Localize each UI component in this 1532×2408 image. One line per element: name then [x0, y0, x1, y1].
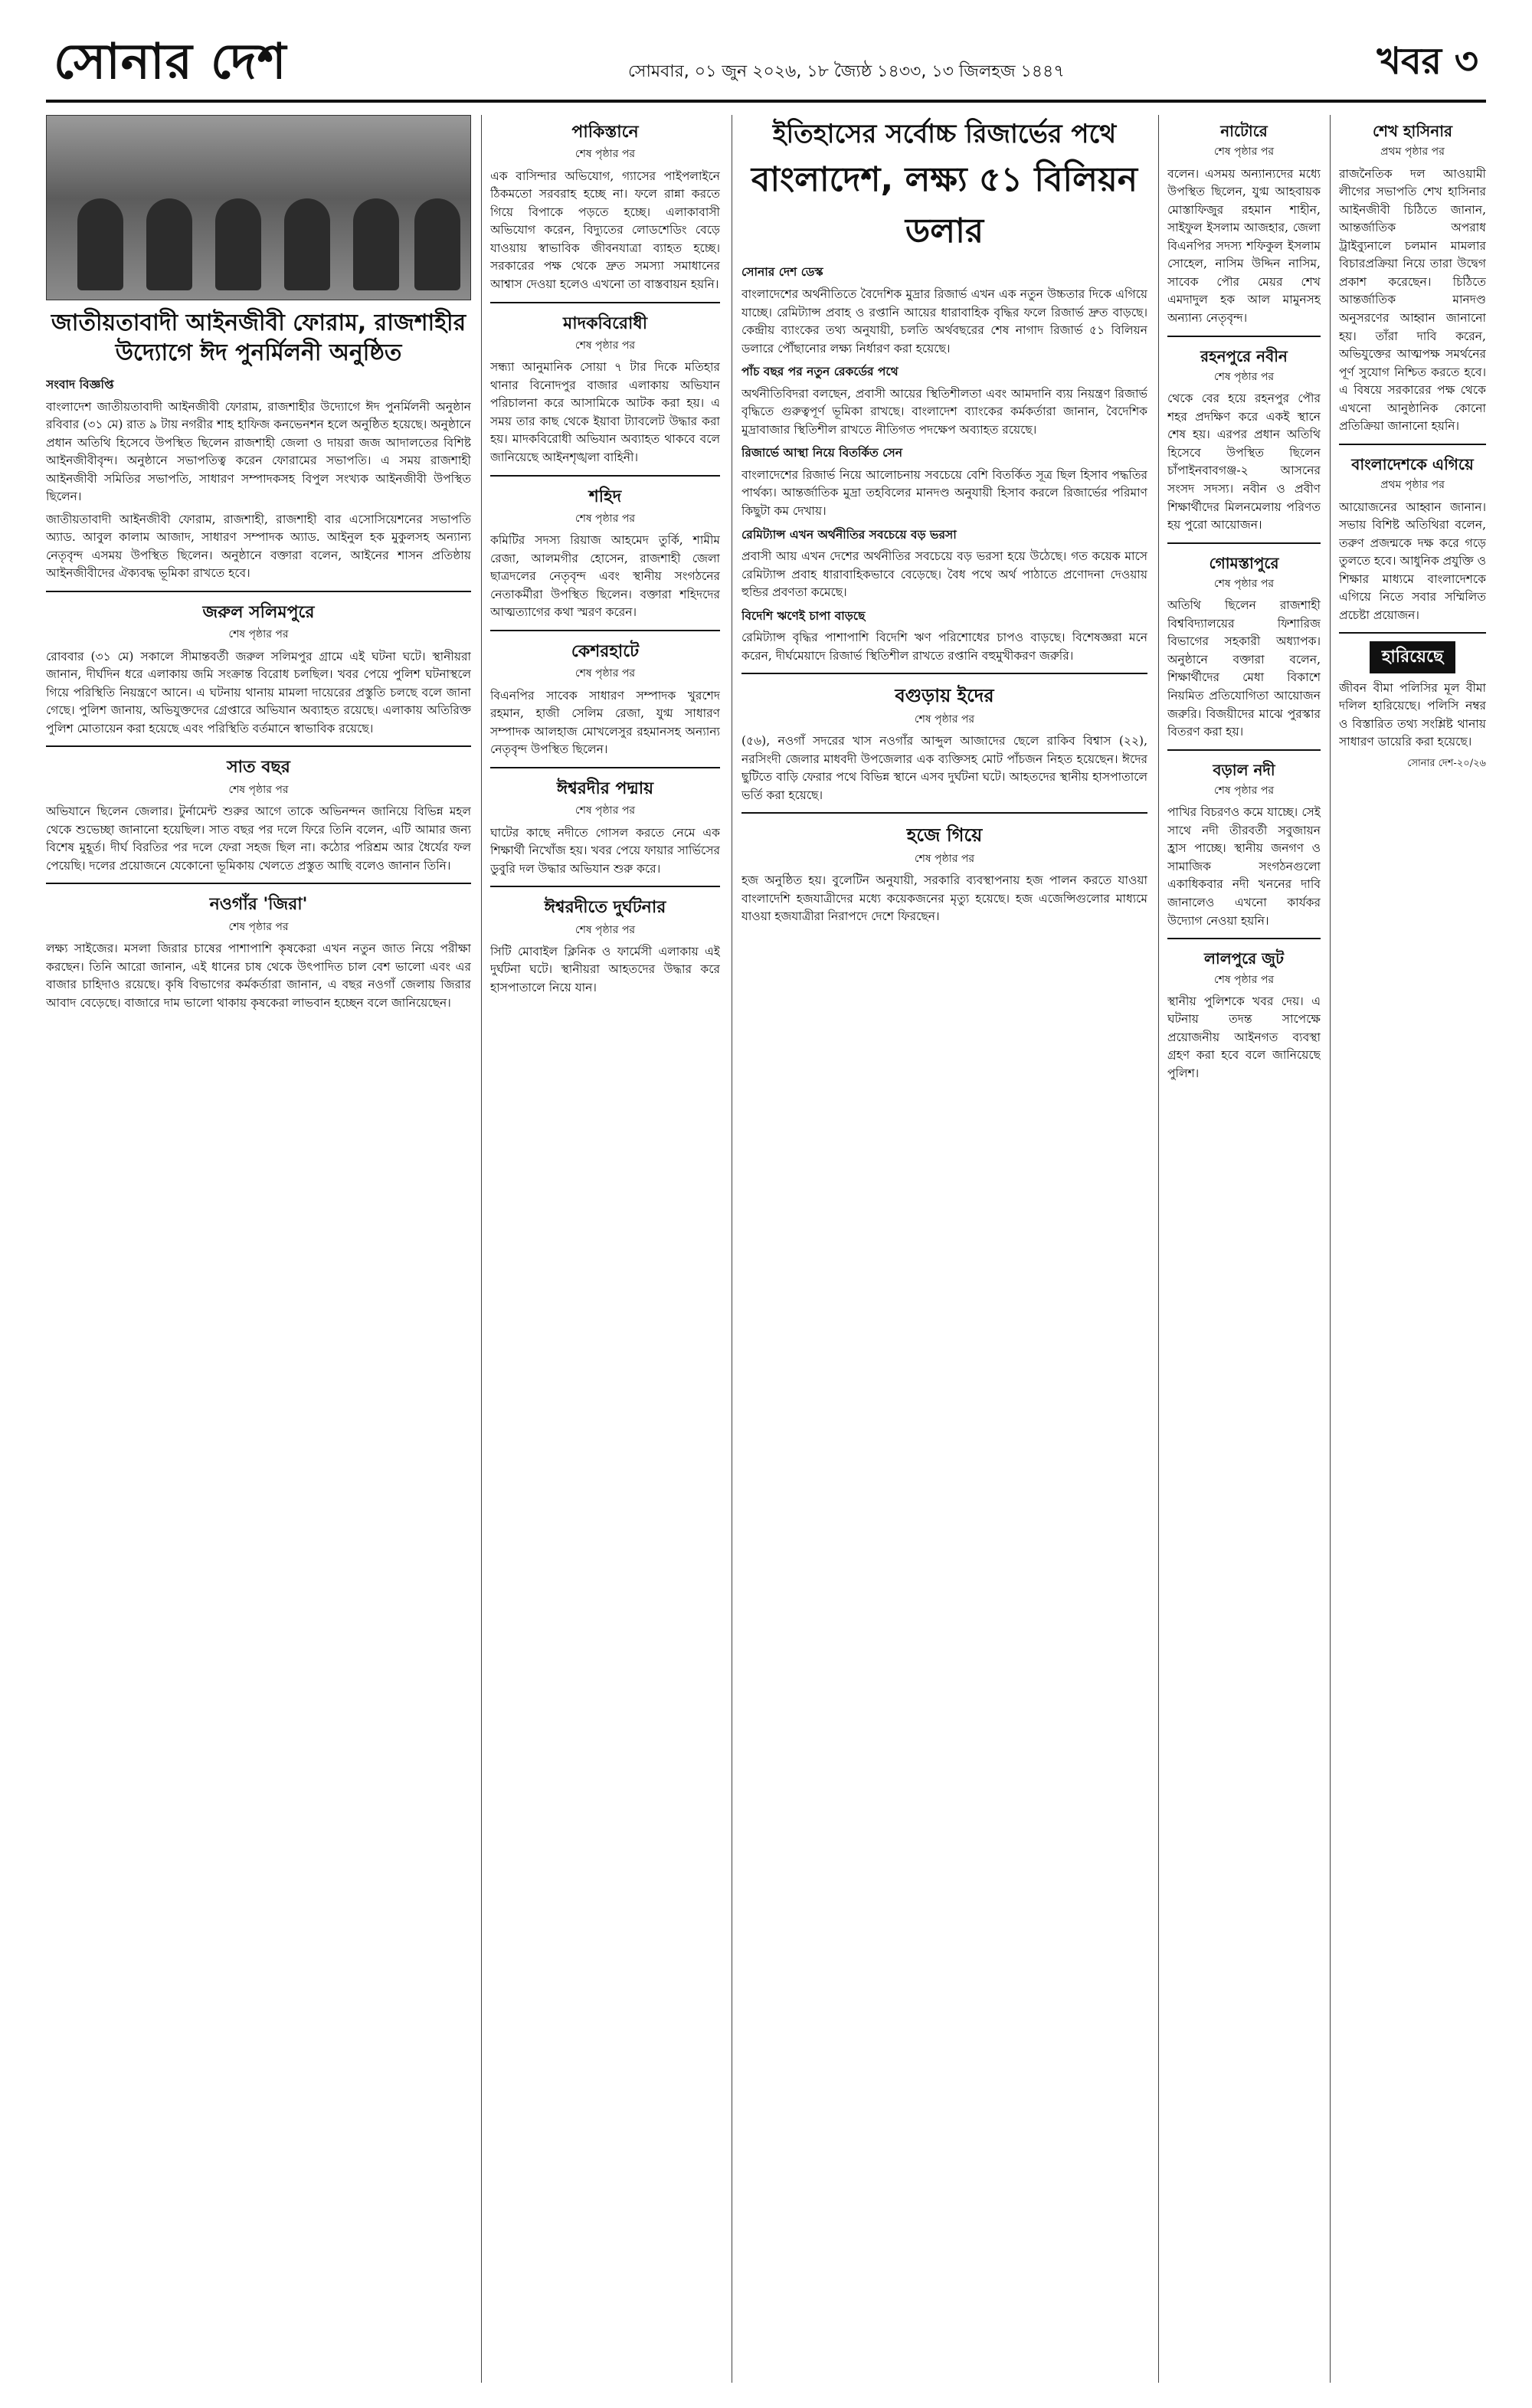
story-headline: রহনপুরে নবীন	[1200, 346, 1288, 365]
continuation-note: শেষ পৃষ্ঠার পর	[1213, 785, 1275, 798]
article-body: বাংলাদেশের অর্থনীতিতে বৈদেশিক মুদ্রার রিজার্ভ এখন এক নতুন উচ্চতার দিকে এগিয়ে যাচ্ছে। রেমিট্যান্স প্রবাহ ও রপ্তানি আয়ের ধারাবাহিক বৃদ্ধির ফলে রিজার্ভ দ্রুত বাড়ছে। কেন্দ্রীয় ব্যাংকের তথ্য অনুযায়ী, চলতি অর্থবছরের শেষ নাগাদ রিজার্ভ ৫১ বিলিয়ন ডলারে পৌঁছানোর লক্ষ্য নির্ধারণ করা হয়েছে।	[741, 287, 1147, 355]
column-4	[1167, 115, 1321, 2383]
story-headline: শেখ হাসিনার	[1372, 122, 1453, 140]
story-headline: বড়াল নদী	[1213, 760, 1275, 779]
masthead	[46, 23, 1486, 103]
continuation-note: শেষ পৃষ্ঠার পর	[228, 783, 289, 796]
article-body: ঘাটের কাছে নদীতে গোসল করতে নেমে এক শিক্ষার্থী নিখোঁজ হয়। খবর পেয়ে ফায়ার সার্ভিসের ডুবুরি দল উদ্ধার অভিযান শুরু করে।	[490, 825, 720, 876]
story-headline: গোমস্তাপুরে	[1209, 553, 1279, 572]
continuation-note: শেষ পৃষ্ঠার পর	[574, 667, 636, 680]
continuation-note: শেষ পৃষ্ঠার পর	[914, 852, 975, 865]
headline-top: ইতিহাসের সর্বোচ্চ রিজার্ভের পথে	[772, 119, 1117, 149]
article-body: কমিটির সদস্য রিয়াজ আহমেদ তুর্কি, শামীম রেজা, আলমগীর হোসেন, রাজশাহী জেলা ছাত্রদলের নেতৃবৃন্দ এবং স্থানীয় সংগঠনের নেতাকর্মীরা উপস্থিত ছিলেন। বক্তারা শহিদদের আত্মত্যাগের কথা স্মরণ করেন।	[490, 533, 720, 620]
article-body: আয়োজনের আহ্বান জানান। সভায় বিশিষ্ট অতিথিরা বলেন, তরুণ প্রজন্মকে দক্ষ করে গড়ে তুলতে হবে। আধুনিক প্রযুক্তি ও শিক্ষার মাধ্যমে বাংলাদেশকে এগিয়ে নিতে সবার সম্মিলিত প্রচেষ্টা প্রয়োজন।	[1339, 500, 1486, 622]
column-1	[46, 115, 471, 2383]
story-headline: লালপুরে জুট	[1204, 949, 1284, 968]
continuation-note: শেষ পৃষ্ঠার পর	[574, 923, 636, 936]
section-subhead: রিজার্ভে আস্থা নিয়ে বিতর্কিত সেন	[741, 445, 902, 460]
continuation-note: শেষ পৃষ্ঠার পর	[1213, 146, 1275, 159]
continuation-note: শেষ পৃষ্ঠার পর	[228, 920, 289, 933]
column-3	[741, 115, 1147, 2383]
continuation-note: শেষ পৃষ্ঠার পর	[574, 804, 636, 817]
article-body: অভিযানে ছিলেন জেলার। টুর্নামেন্ট শুরুর আগে তাকে অভিনন্দন জানিয়ে বিভিন্ন মহল থেকে শুভেচ্ছা জানানো হয়েছিল। সাত বছর পর দলে ফিরে তিনি বলেন, এটি আমার জন্য বিশেষ মুহূর্ত। দীর্ঘ বিরতির পর দলে ফেরা সহজ ছিল না। কঠোর পরিশ্রম আর ধৈর্যের ফল পেয়েছি। দলের প্রয়োজনে যেকোনো ভূমিকায় খেলতে প্রস্তুত আছি বলেও জানান তিনি।	[46, 804, 471, 873]
story-headline: হজে গিয়ে	[906, 824, 983, 847]
story-headline: সাত বছর	[227, 758, 290, 778]
column-2	[490, 115, 720, 2383]
continuation-note: শেষ পৃষ্ঠার পর	[574, 339, 636, 352]
lost-notice-heading: হারিয়েছে	[1370, 641, 1455, 673]
article-body: রেমিট্যান্স বৃদ্ধির পাশাপাশি বিদেশি ঋণ পরিশোধের চাপও বাড়ছে। বিশেষজ্ঞরা মনে করেন, দীর্ঘমেয়াদে রিজার্ভ স্থিতিশীল রাখতে রপ্তানি বহুমুখীকরণ জরুরি।	[741, 631, 1147, 663]
article-body: রাজনৈতিক দল আওয়ামী লীগের সভাপতি শেখ হাসিনার আইনজীবী চিঠিতে জানান, আন্তর্জাতিক অপরাধ ট্রাইব্যুনালে চলমান মামলার বিচারপ্রক্রিয়া নিয়ে তারা উদ্বেগ প্রকাশ করেছেন। চিঠিতে আন্তর্জাতিক মানদণ্ড অনুসরণের আহ্বান জানানো হয়। তাঁরা দাবি করেন, অভিযুক্তের আত্মপক্ষ সমর্থনের পূর্ণ সুযোগ নিশ্চিত করতে হবে। এ বিষয়ে সরকারের পক্ষ থেকে এখনো আনুষ্ঠানিক কোনো প্রতিক্রিয়া জানানো হয়নি।	[1339, 166, 1486, 434]
article-body: সন্ধ্যা আনুমানিক সোয়া ৭ টার দিকে মতিহার থানার বিনোদপুর বাজার এলাকায় অভিযান পরিচালনা করে আসামিকে আটক করা হয়। এ সময় তার কাছ থেকে ইয়াবা ট্যাবলেট উদ্ধার করা হয়। মাদকবিরোধী অভিযান অব্যাহত থাকবে বলে জানিয়েছে আইনশৃঙ্খলা বাহিনী।	[490, 360, 720, 464]
article-body: বাংলাদেশ জাতীয়তাবাদী আইনজীবী ফোরাম, রাজশাহীর উদ্যোগে ঈদ পুনর্মিলনী অনুষ্ঠান রবিবার (৩১ মে) রাত ৯ টায় নগরীর শাহ হাফিজ কনভেনশন হলে অনুষ্ঠিত হয়েছে। অনুষ্ঠানে প্রধান অতিথি হিসেবে উপস্থিত ছিলেন রাজশাহী জেলা ও দায়রা জজ আদালতের বিশিষ্ট আইনজীবীবৃন্দ। অনুষ্ঠানে সভাপতিত্ব করেন ফোরামের সভাপতি। এ সময় রাজশাহী আইনজীবী সমিতির সভাপতি, সাধারণ সম্পাদকসহ বিপুল সংখ্যক আইনজীবী উপস্থিত ছিলেন।	[46, 399, 471, 504]
story-headline: কেশরহাটে	[571, 641, 640, 661]
continuation-note: শেষ পৃষ্ঠার পর	[228, 628, 289, 641]
article-body: বলেন। এসময় অন্যান্যদের মধ্যে উপস্থিত ছিলেন, যুগ্ম আহবায়ক মোস্তাফিজুর রহমান শাহীন, সাইফুল ইসলাম আজহার, জেলা বিএনপির সদস্য শফিকুল ইসলাম সোহেল, নাসিম উদ্দিন নাসিম, সাবেক পৌর মেয়র শেখ এমদাদুল হক আল মামুনসহ অন্যান্য নেতৃবৃন্দ।	[1167, 166, 1321, 326]
article-body: হজ অনুষ্ঠিত হয়। বুলেটিন অনুযায়ী, সরকারি ব্যবস্থাপনায় হজ পালন করতে যাওয়া বাংলাদেশি হজযাত্রীদের মধ্যে কয়েকজনের মৃত্যু হয়েছে। হজ এজেন্সিগুলোর মাধ্যমে যাওয়া হজযাত্রীরা নিরাপদে দেশে ফিরছেন।	[741, 873, 1147, 924]
article-body: প্রবাসী আয় এখন দেশের অর্থনীতির সবচেয়ে বড় ভরসা হয়ে উঠেছে। গত কয়েক মাসে রেমিট্যান্স প্রবাহ ধারাবাহিকভাবে বেড়েছে। বৈধ পথে অর্থ পাঠাতে প্রণোদনা দেওয়ায় হুন্ডির প্রবণতা কমেছে।	[741, 549, 1147, 600]
story-headline: পাকিস্তানে	[571, 123, 639, 142]
continuation-note: শেষ পৃষ্ঠার পর	[574, 512, 636, 525]
continuation-note: শেষ পৃষ্ঠার পর	[1213, 973, 1275, 986]
continuation-note: শেষ পৃষ্ঠার পর	[914, 713, 975, 726]
continuation-note: শেষ পৃষ্ঠার পর	[574, 148, 636, 161]
story-headline: মাদকবিরোধী	[562, 313, 648, 333]
section-subhead: পাঁচ বছর পর নতুন রেকর্ডের পথে	[741, 364, 899, 379]
article-body: বাংলাদেশের রিজার্ভ নিয়ে আলোচনায় সবচেয়ে বেশি বিতর্কিত সূত্র ছিল হিসাব পদ্ধতির পার্থক্য। আন্তর্জাতিক মুদ্রা তহবিলের মানদণ্ড অনুযায়ী হিসাব করলে রিজার্ভের পরিমাণ কিছুটা কম দেখায়।	[741, 467, 1147, 518]
newspaper-logo: সোনার দেশ	[54, 33, 287, 90]
story-headline: নাটোরে	[1220, 122, 1268, 140]
headline-main: বাংলাদেশ, লক্ষ্য ৫১ বিলিয়ন ডলার	[751, 159, 1138, 251]
column-5	[1339, 115, 1486, 2383]
story-headline: বগুড়ায় ইদের	[895, 685, 994, 707]
article-body: রোববার (৩১ মে) সকালে সীমান্তবর্তী জরুল সলিমপুর গ্রামে এই ঘটনা ঘটে। স্থানীয়রা জানান, দীর্ঘদিন ধরে এলাকায় জমি সংক্রান্ত বিরোধ চলছিল। খবর পেয়ে পুলিশ ঘটনাস্থলে গিয়ে পরিস্থিতি নিয়ন্ত্রণে আনে। এ ঘটনায় থানায় মামলা দায়েরের প্রস্তুতি চলছে বলে জানা গেছে। পুলিশ জানায়, অভিযুক্তদের গ্রেপ্তারে অভিযান অব্যাহত রয়েছে। এলাকায় অতিরিক্ত পুলিশ মোতায়েন করা হয়েছে এবং পরিস্থিতি বর্তমানে স্বাভাবিক রয়েছে।	[46, 649, 471, 736]
article-body: জাতীয়তাবাদী আইনজীবী ফোরাম, রাজশাহী, রাজশাহী বার এসোসিয়েশনের সভাপতি অ্যাড. আবুল কালাম আজাদ, সাধারণ সম্পাদক অ্যাড. আইনুল হক মুকুলসহ অন্যান্য নেতৃবৃন্দ এসময় উপস্থিত ছিলেন। অনুষ্ঠানে বক্তারা বলেন, আইনের শাসন প্রতিষ্ঠায় আইনজীবীদের ঐক্যবদ্ধ ভূমিকা রাখতে হবে।	[46, 512, 471, 581]
article-body: (৫৬), নওগাঁ সদরের খাস নওগাঁর আব্দুল আজাদের ছেলে রাকিব বিশ্বাস (২২), নরসিংদী জেলার মাধবদী উপজেলার এক ব্যক্তিসহ মোট পাঁচজন নিহত হয়েছেন। ঈদের ছুটিতে বাড়ি ফেরার পথে বিভিন্ন স্থানে এসব দুর্ঘটনা ঘটে। আহতদের স্থানীয় হাসপাতালে ভর্তি করা হয়েছে।	[741, 734, 1147, 802]
article-body: অতিথি ছিলেন রাজশাহী বিশ্ববিদ্যালয়ের ফিশারিজ বিভাগের সহকারী অধ্যাপক। অনুষ্ঠানে বক্তারা বলেন, শিক্ষার্থীদের মেধা বিকাশে নিয়মিত প্রতিযোগিতা আয়োজন জরুরি। বিজয়ীদের মাঝে পুরস্কার বিতরণ করা হয়।	[1167, 598, 1321, 739]
byline: সংবাদ বিজ্ঞপ্তি	[46, 377, 114, 392]
article-body: অর্থনীতিবিদরা বলছেন, প্রবাসী আয়ের স্থিতিশীলতা এবং আমদানি ব্যয় নিয়ন্ত্রণ রিজার্ভ বৃদ্ধিতে গুরুত্বপূর্ণ ভূমিকা রাখছে। বাংলাদেশ ব্যাংকের কর্মকর্তারা জানান, বৈদেশিক মুদ্রাবাজার স্থিতিশীল রাখতে নীতিগত পদক্ষেপ অব্যাহত রয়েছে।	[741, 386, 1147, 437]
event-photo	[46, 115, 471, 300]
article-body: সিটি মোবাইল ক্লিনিক ও ফার্মেসী এলাকায় এই দুর্ঘটনা ঘটে। স্থানীয়রা আহতদের উদ্ধার করে হাসপাতালে নিয়ে যান।	[490, 944, 720, 994]
story-headline: জরুল সলিমপুরে	[202, 603, 315, 623]
headline-forum: জাতীয়তাবাদী আইনজীবী ফোরাম, রাজশাহীর উদ্যোগে ঈদ পুনর্মিলনী অনুষ্ঠিত	[51, 310, 466, 366]
section-subhead: বিদেশি ঋণেই চাপা বাড়ছে	[741, 608, 866, 623]
continuation-note: শেষ পৃষ্ঠার পর	[1213, 370, 1275, 383]
dateline: সোমবার, ০১ জুন ২০২৬, ১৮ জ্যৈষ্ঠ ১৪৩৩, ১৩ জিলহজ ১৪৪৭	[628, 62, 1065, 81]
byline: সোনার দেশ ডেস্ক	[741, 264, 823, 280]
story-headline: নওগাঁর 'জিরা'	[209, 895, 308, 915]
story-headline: ঈশ্বরদীতে দুর্ঘটনার	[544, 898, 666, 918]
article-body: বিএনপির সাবেক সাধারণ সম্পাদক খুরশেদ রহমান, হাজী সেলিম রেজা, যুগ্ম সাধারণ সম্পাদক আলহাজ মোখলেসুর রহমানসহ অন্যান্য নেতৃবৃন্দ উপস্থিত ছিলেন।	[490, 688, 720, 757]
continuation-note: প্রথম পৃষ্ঠার পর	[1380, 146, 1445, 159]
story-headline: ঈশ্বরদীর পদ্মায়	[556, 778, 654, 798]
article-body: থেকে বের হয়ে রহনপুর পৌর শহর প্রদক্ষিণ করে একই স্থানে শেষ হয়। এরপর প্রধান অতিথি হিসেবে উপস্থিত ছিলেন চাঁপাইনবাবগঞ্জ-২ আসনের সংসদ সদস্য। নবীন ও প্রবীণ শিক্ষার্থীদের মিলনমেলায় পরিণত হয় পুরো আয়োজন।	[1167, 392, 1321, 532]
lost-notice-body: জীবন বীমা পলিসির মূল বীমা দলিল হারিয়েছে। পলিসি নম্বর ও বিস্তারিত তথ্য সংশ্লিষ্ট থানায় সাধারণ ডায়েরি করা হয়েছে।	[1339, 680, 1486, 749]
section-subhead: রেমিট্যান্স এখন অর্থনীতির সবচেয়ে বড় ভরসা	[741, 526, 957, 542]
article-body: স্থানীয় পুলিশকে খবর দেয়। এ ঘটনায় তদন্ত সাপেক্ষে প্রয়োজনীয় আইনগত ব্যবস্থা গ্রহণ করা হবে বলে জানিয়েছে পুলিশ।	[1167, 994, 1321, 1080]
continuation-note: প্রথম পৃষ্ঠার পর	[1380, 479, 1445, 492]
story-headline: বাংলাদেশকে এগিয়ে	[1351, 454, 1474, 473]
notice-reference: সোনার দেশ-২০/২৬	[1407, 757, 1486, 769]
article-body: পাখির বিচরণও কমে যাচ্ছে। সেই সাথে নদী তীরবর্তী সবুজায়ন হ্রাস পাচ্ছে। স্থানীয় জনগণ ও সামাজিক সংগঠনগুলো একাধিকবার নদী খননের দাবি জানালেও এখনো কার্যকর উদ্যোগ নেওয়া হয়নি।	[1167, 805, 1321, 928]
section-label: খবর ৩	[1377, 40, 1478, 83]
story-headline: শহিদ	[588, 487, 622, 506]
continuation-note: শেষ পৃষ্ঠার পর	[1213, 578, 1275, 590]
article-body: এক বাসিন্দার অভিযোগ, গ্যাসের পাইপলাইনে ঠিকমতো সরবরাহ হচ্ছে না। ফলে রান্না করতে গিয়ে বিপাকে পড়তে হচ্ছে। এলাকাবাসী অভিযোগ করেন, বিদ্যুতের লোডশেডিং বেড়ে যাওয়ায় স্বাভাবিক জীবনযাত্রা ব্যাহত হচ্ছে। সরকারের পক্ষ থেকে দ্রুত সমস্যা সমাধানের আশ্বাস দেওয়া হলেও এখনো তা বাস্তবায়ন হয়নি।	[490, 169, 720, 291]
article-body: লক্ষ্য সাইজের। মসলা জিরার চাষের পাশাপাশি কৃষকেরা এখন নতুন জাত নিয়ে পরীক্ষা করছেন। তিনি আরো জানান, এই ধানের চাষ থেকে উৎপাদিত চাল বেশ ভালো এবং এর বাজার চাহিদাও রয়েছে। কৃষি বিভাগের কর্মকর্তারা জানান, এ বছর নওগাঁ জেলায় জিরার আবাদ বেড়েছে। বাজারে দাম ভালো থাকায় কৃষকেরা লাভবান হচ্ছেন বলে জানিয়েছেন।	[46, 942, 471, 1010]
